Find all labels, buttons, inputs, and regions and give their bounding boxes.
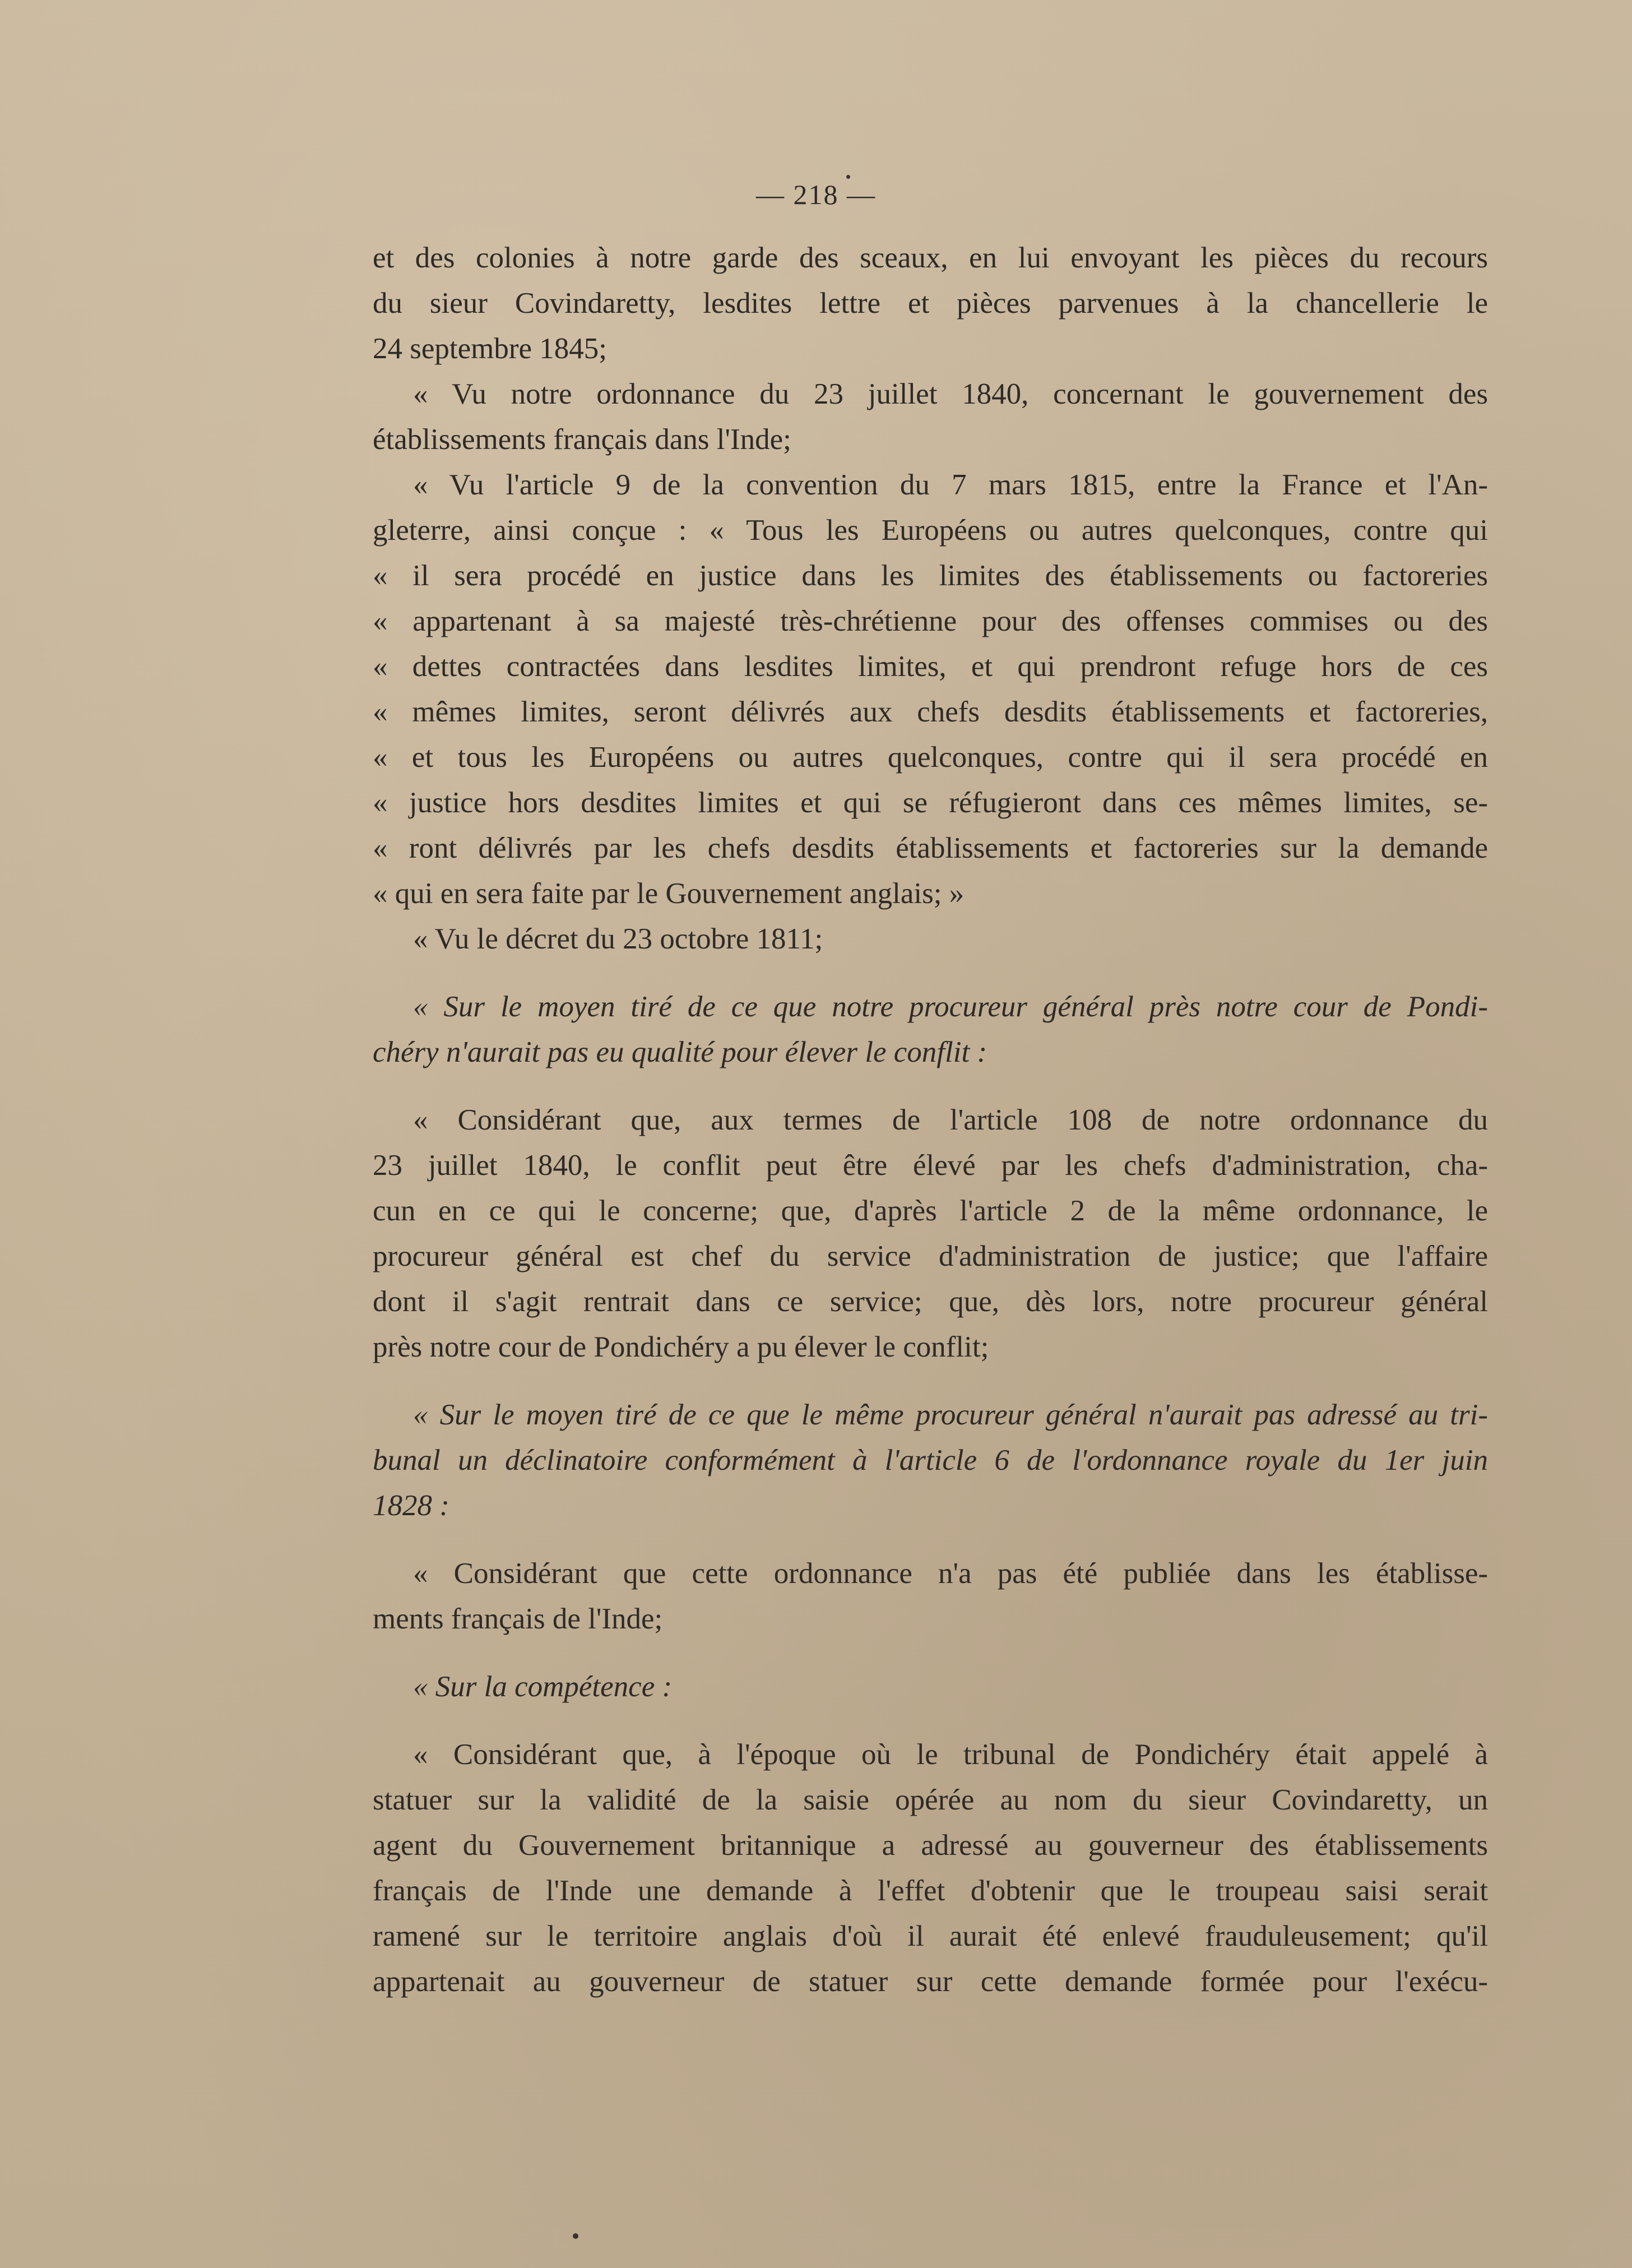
- text-line: 24 septembre 1845;: [373, 332, 608, 365]
- text-line: « Considérant que, à l'époque où le tribunal de Pondichéry était appelé à: [413, 1738, 1488, 1771]
- paragraph-3: [373, 462, 1488, 917]
- ink-dot-mark: [846, 175, 850, 179]
- text-line: « Vu l'article 9 de la convention du 7 mars 1815, entre la France et l'An-: [413, 469, 1488, 501]
- text-line: « et tous les Européens ou autres quelconques, contre qui il sera procédé en: [373, 741, 1488, 774]
- page-number: — 218 —: [756, 179, 876, 210]
- text-line: « mêmes limites, seront délivrés aux chefs desdits établissements et factoreries,: [373, 696, 1488, 728]
- text-line: « dettes contractées dans lesdites limites, et qui prendront refuge hors de ces: [373, 650, 1488, 683]
- text-line: agent du Gouvernement britannique a adressé au gouverneur des établissements: [373, 1829, 1488, 1862]
- paragraph-7-heading: [373, 1392, 1488, 1529]
- text-line: « Sur la compétence :: [413, 1670, 673, 1703]
- text-line: « Vu notre ordonnance du 23 juillet 1840, concernant le gouvernement des: [413, 378, 1488, 410]
- text-line: près notre cour de Pondichéry a pu élever le conflit;: [373, 1331, 989, 1363]
- text-line: dont il s'agit rentrait dans ce service; que, dès lors, notre procureur général: [373, 1285, 1488, 1318]
- text-line: français de l'Inde une demande à l'effet d'obtenir que le troupeau saisi serait: [373, 1874, 1488, 1907]
- text-line: « qui en sera faite par le Gouvernement anglais; »: [373, 877, 965, 910]
- text-line: établissements français dans l'Inde;: [373, 423, 791, 456]
- text-line: 1828 :: [373, 1489, 449, 1522]
- text-line: « Considérant que cette ordonnance n'a pas été publiée dans les établisse-: [413, 1557, 1488, 1590]
- text-line: « Vu le décret du 23 octobre 1811;: [413, 923, 823, 955]
- text-line: « Considérant que, aux termes de l'article 108 de notre ordonnance du: [413, 1104, 1488, 1136]
- body-text: [373, 235, 1488, 2005]
- text-line: du sieur Covindaretty, lesdites lettre et pièces parvenues à la chancellerie le: [373, 287, 1488, 320]
- text-line: ramené sur le territoire anglais d'où il aurait été enlevé frauduleusement; qu'il: [373, 1920, 1488, 1952]
- text-line: « Sur le moyen tiré de ce que notre procureur général près notre cour de Pondi-: [413, 990, 1488, 1023]
- paragraph-2: [373, 372, 1488, 462]
- text-line: et des colonies à notre garde des sceaux, en lui envoyant les pièces du recours: [373, 242, 1488, 274]
- text-line: « ront délivrés par les chefs desdits établissements et factoreries sur la demande: [373, 832, 1488, 864]
- paragraph-6: [373, 1098, 1488, 1370]
- paragraph-1: [373, 235, 1488, 372]
- paragraph-10: [373, 1732, 1488, 2005]
- text-line: 23 juillet 1840, le conflit peut être élevé par les chefs d'administration, cha-: [373, 1149, 1488, 1182]
- text-line: cun en ce qui le concerne; que, d'après l'article 2 de la même ordonnance, le: [373, 1195, 1488, 1227]
- text-line: chéry n'aurait pas eu qualité pour élever le conflit :: [373, 1036, 987, 1068]
- text-line: « justice hors desdites limites et qui se réfugieront dans ces mêmes limites, se-: [373, 786, 1488, 819]
- text-line: « Sur le moyen tiré de ce que le même procureur général n'aurait pas adressé au tri-: [413, 1399, 1488, 1431]
- text-line: procureur général est chef du service d'administration de justice; que l'affaire: [373, 1240, 1488, 1272]
- text-line: ments français de l'Inde;: [373, 1603, 663, 1635]
- text-line: bunal un déclinatoire conformément à l'article 6 de l'ordonnance royale du 1er juin: [373, 1444, 1488, 1476]
- paragraph-5-heading: [373, 984, 1488, 1075]
- paragraph-9-heading: [373, 1664, 1488, 1710]
- text-line: gleterre, ainsi conçue : « Tous les Européens ou autres quelconques, contre qui: [373, 514, 1488, 547]
- text-line: « appartenant à sa majesté très-chrétienne pour des offenses commises ou des: [373, 605, 1488, 637]
- text-line: statuer sur la validité de la saisie opérée au nom du sieur Covindaretty, un: [373, 1784, 1488, 1816]
- ink-dot-mark: [573, 2233, 578, 2239]
- paragraph-4: [373, 917, 1488, 962]
- text-line: appartenait au gouverneur de statuer sur cette demande formée pour l'exécu-: [373, 1965, 1488, 1998]
- text-line: « il sera procédé en justice dans les limites des établissements ou factoreries: [373, 559, 1488, 592]
- paragraph-8: [373, 1551, 1488, 1642]
